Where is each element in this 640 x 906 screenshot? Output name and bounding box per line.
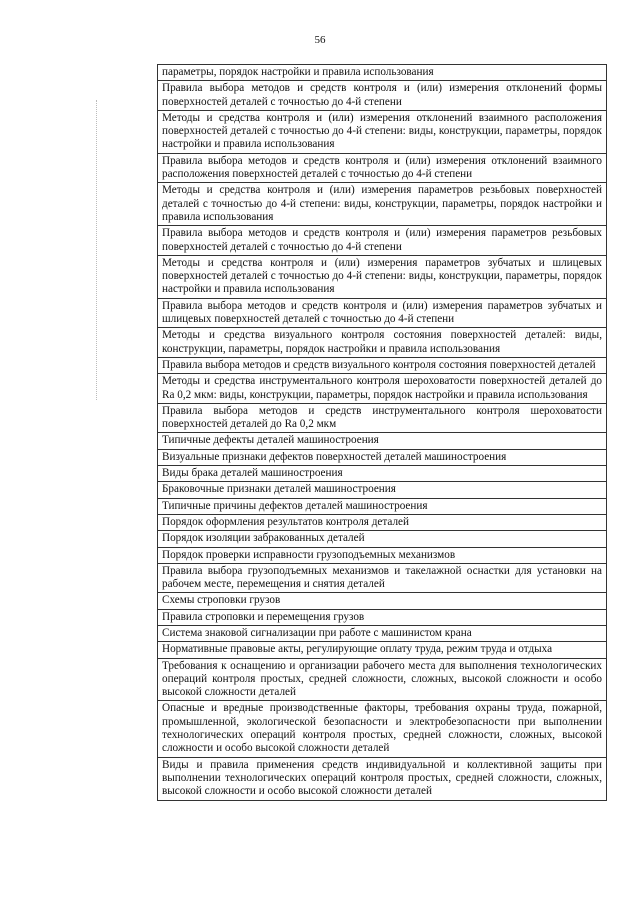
table-row: Браковочные признаки деталей машиностроения bbox=[158, 482, 606, 498]
table-row: Визуальные признаки дефектов поверхностей деталей машиностроения bbox=[158, 450, 606, 466]
table-row: Порядок изоляции забракованных деталей bbox=[158, 531, 606, 547]
table-row: Виды брака деталей машиностроения bbox=[158, 466, 606, 482]
table-row: Требования к оснащению и организации рабочего места для выполнения технологических операций контроля простых, средней сложности, сложных, высокой сложности и особо высокой сложности деталей bbox=[158, 659, 606, 702]
table-row: Система знаковой сигнализации при работе с машинистом крана bbox=[158, 626, 606, 642]
margin-dotted-line bbox=[96, 100, 98, 400]
table-row: Опасные и вредные производственные факторы, требования охраны труда, пожарной, промышленной, экологической безопасности и электробезопасности при выполнении технологических операций контроля простых, средней сложности, сложных, высокой сложности и особо высокой сложности деталей bbox=[158, 701, 606, 757]
table-row: Типичные дефекты деталей машиностроения bbox=[158, 433, 606, 449]
table-row: Правила выбора методов и средств контроля и (или) измерения отклонений формы поверхностей деталей с точностью до 4-й степени bbox=[158, 81, 606, 111]
table-row: Методы и средства контроля и (или) измерения отклонений взаимного расположения поверхностей деталей с точностью до 4-й степени: виды, конструкции, параметры, порядок настройки и правила использования bbox=[158, 111, 606, 154]
table-row: Правила выбора методов и средств инструментального контроля шероховатости поверхностей деталей до Ra 0,2 мкм bbox=[158, 404, 606, 434]
table-row: Схемы строповки грузов bbox=[158, 593, 606, 609]
table-row: Типичные причины дефектов деталей машиностроения bbox=[158, 499, 606, 515]
table-row: Виды и правила применения средств индивидуальной и коллективной защиты при выполнении технологических операций контроля простых, средней сложности, сложных, высокой сложности и особо высокой сложности деталей bbox=[158, 758, 606, 801]
knowledge-requirements-table bbox=[157, 64, 607, 801]
table-row: Правила выбора методов и средств контроля и (или) измерения параметров зубчатых и шлицевых поверхностей деталей с точностью до 4-й степени bbox=[158, 299, 606, 329]
table-row: параметры, порядок настройки и правила использования bbox=[158, 64, 606, 81]
table-row: Правила выбора методов и средств контроля и (или) измерения параметров резьбовых поверхностей деталей с точностью до 4-й степени bbox=[158, 226, 606, 256]
table-row: Правила выбора методов и средств контроля и (или) измерения отклонений взаимного расположения поверхностей деталей с точностью до 4-й степени bbox=[158, 154, 606, 184]
table-row: Нормативные правовые акты, регулирующие оплату труда, режим труда и отдыха bbox=[158, 642, 606, 658]
table-row: Порядок проверки исправности грузоподъемных механизмов bbox=[158, 548, 606, 564]
table-row: Правила строповки и перемещения грузов bbox=[158, 610, 606, 626]
table-row: Порядок оформления результатов контроля деталей bbox=[158, 515, 606, 531]
table-row: Правила выбора методов и средств визуального контроля состояния поверхностей деталей bbox=[158, 358, 606, 374]
table-row: Методы и средства контроля и (или) измерения параметров резьбовых поверхностей деталей с точностью до 4-й степени: виды, конструкции, параметры, порядок настройки и правила использования bbox=[158, 183, 606, 226]
table-row: Правила выбора грузоподъемных механизмов и такелажной оснастки для установки на рабочем месте, перемещения и снятия деталей bbox=[158, 564, 606, 594]
table-row: Методы и средства инструментального контроля шероховатости поверхностей деталей до Ra 0,2 мкм: виды, конструкции, параметры, порядок настройки и правила использования bbox=[158, 374, 606, 404]
page-number: 56 bbox=[314, 34, 326, 46]
table-row: Методы и средства визуального контроля состояния поверхностей деталей: виды, конструкции, параметры, порядок настройки и правила использования bbox=[158, 328, 606, 358]
table-row: Методы и средства контроля и (или) измерения параметров зубчатых и шлицевых поверхностей деталей с точностью до 4-й степени: виды, конструкции, параметры, порядок настройки и правила использования bbox=[158, 256, 606, 299]
